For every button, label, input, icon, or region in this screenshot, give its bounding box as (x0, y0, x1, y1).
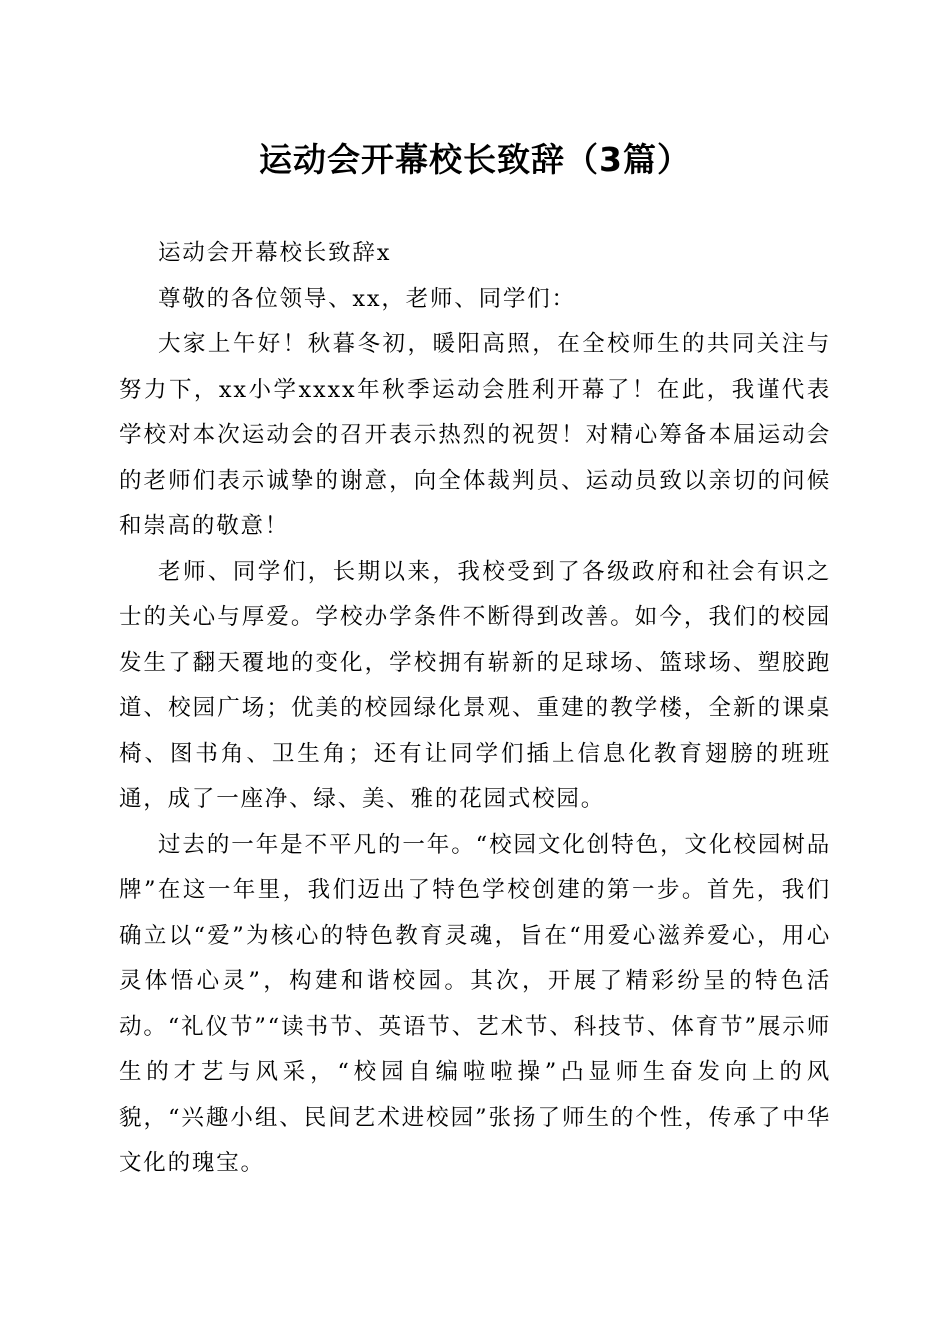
subtitle-paragraph: 运动会开幕校长致辞x (158, 240, 392, 266)
body-paragraph: 过去的一年是不平凡的一年。“校园文化创特色，文化校园树品牌”在这一年里，我们迈出了特色学校创建的第一步。首先，我们确立以“爱”为核心的特色教育灵魂，旨在“用爱心滋养爱心，用心灵体悟心灵”，构建和谐校园。其次，开展了精彩纷呈的特色活动。“礼仪节”“读书节、英语节、艺术节、科技节、体育节”展示师生的才艺与风采，“校园自编啦啦操”凸显师生奋发向上的风貌，“兴趣小组、民间艺术进校园”张扬了师生的个性，传承了中华文化的瑰宝。 (119, 831, 831, 1176)
body-paragraph: 大家上午好！秋暮冬初，暖阳高照，在全校师生的共同关注与努力下，xx小学xxxx年秋季运动会胜利开幕了！在此，我谨代表学校对本次运动会的召开表示热烈的祝贺！对精心筹备本届运动会的老师们表示诚挚的谢意，向全体裁判员、运动员致以亲切的问候和崇高的敬意！ (119, 331, 831, 539)
document-title: 运动会开幕校长致辞（3篇） (259, 140, 691, 179)
salutation-paragraph: 尊敬的各位领导、xx，老师、同学们： (158, 285, 576, 312)
document-body (119, 231, 831, 1187)
body-paragraph: 老师、同学们，长期以来，我校受到了各级政府和社会有识之士的关心与厚爱。学校办学条件不断得到改善。如今，我们的校园发生了翻天覆地的变化，学校拥有崭新的足球场、篮球场、塑胶跑道、校园广场；优美的校园绿化景观、重建的教学楼，全新的课桌椅、图书角、卫生角；还有让同学们插上信息化教育翅膀的班班通，成了一座净、绿、美、雅的花园式校园。 (119, 558, 831, 812)
